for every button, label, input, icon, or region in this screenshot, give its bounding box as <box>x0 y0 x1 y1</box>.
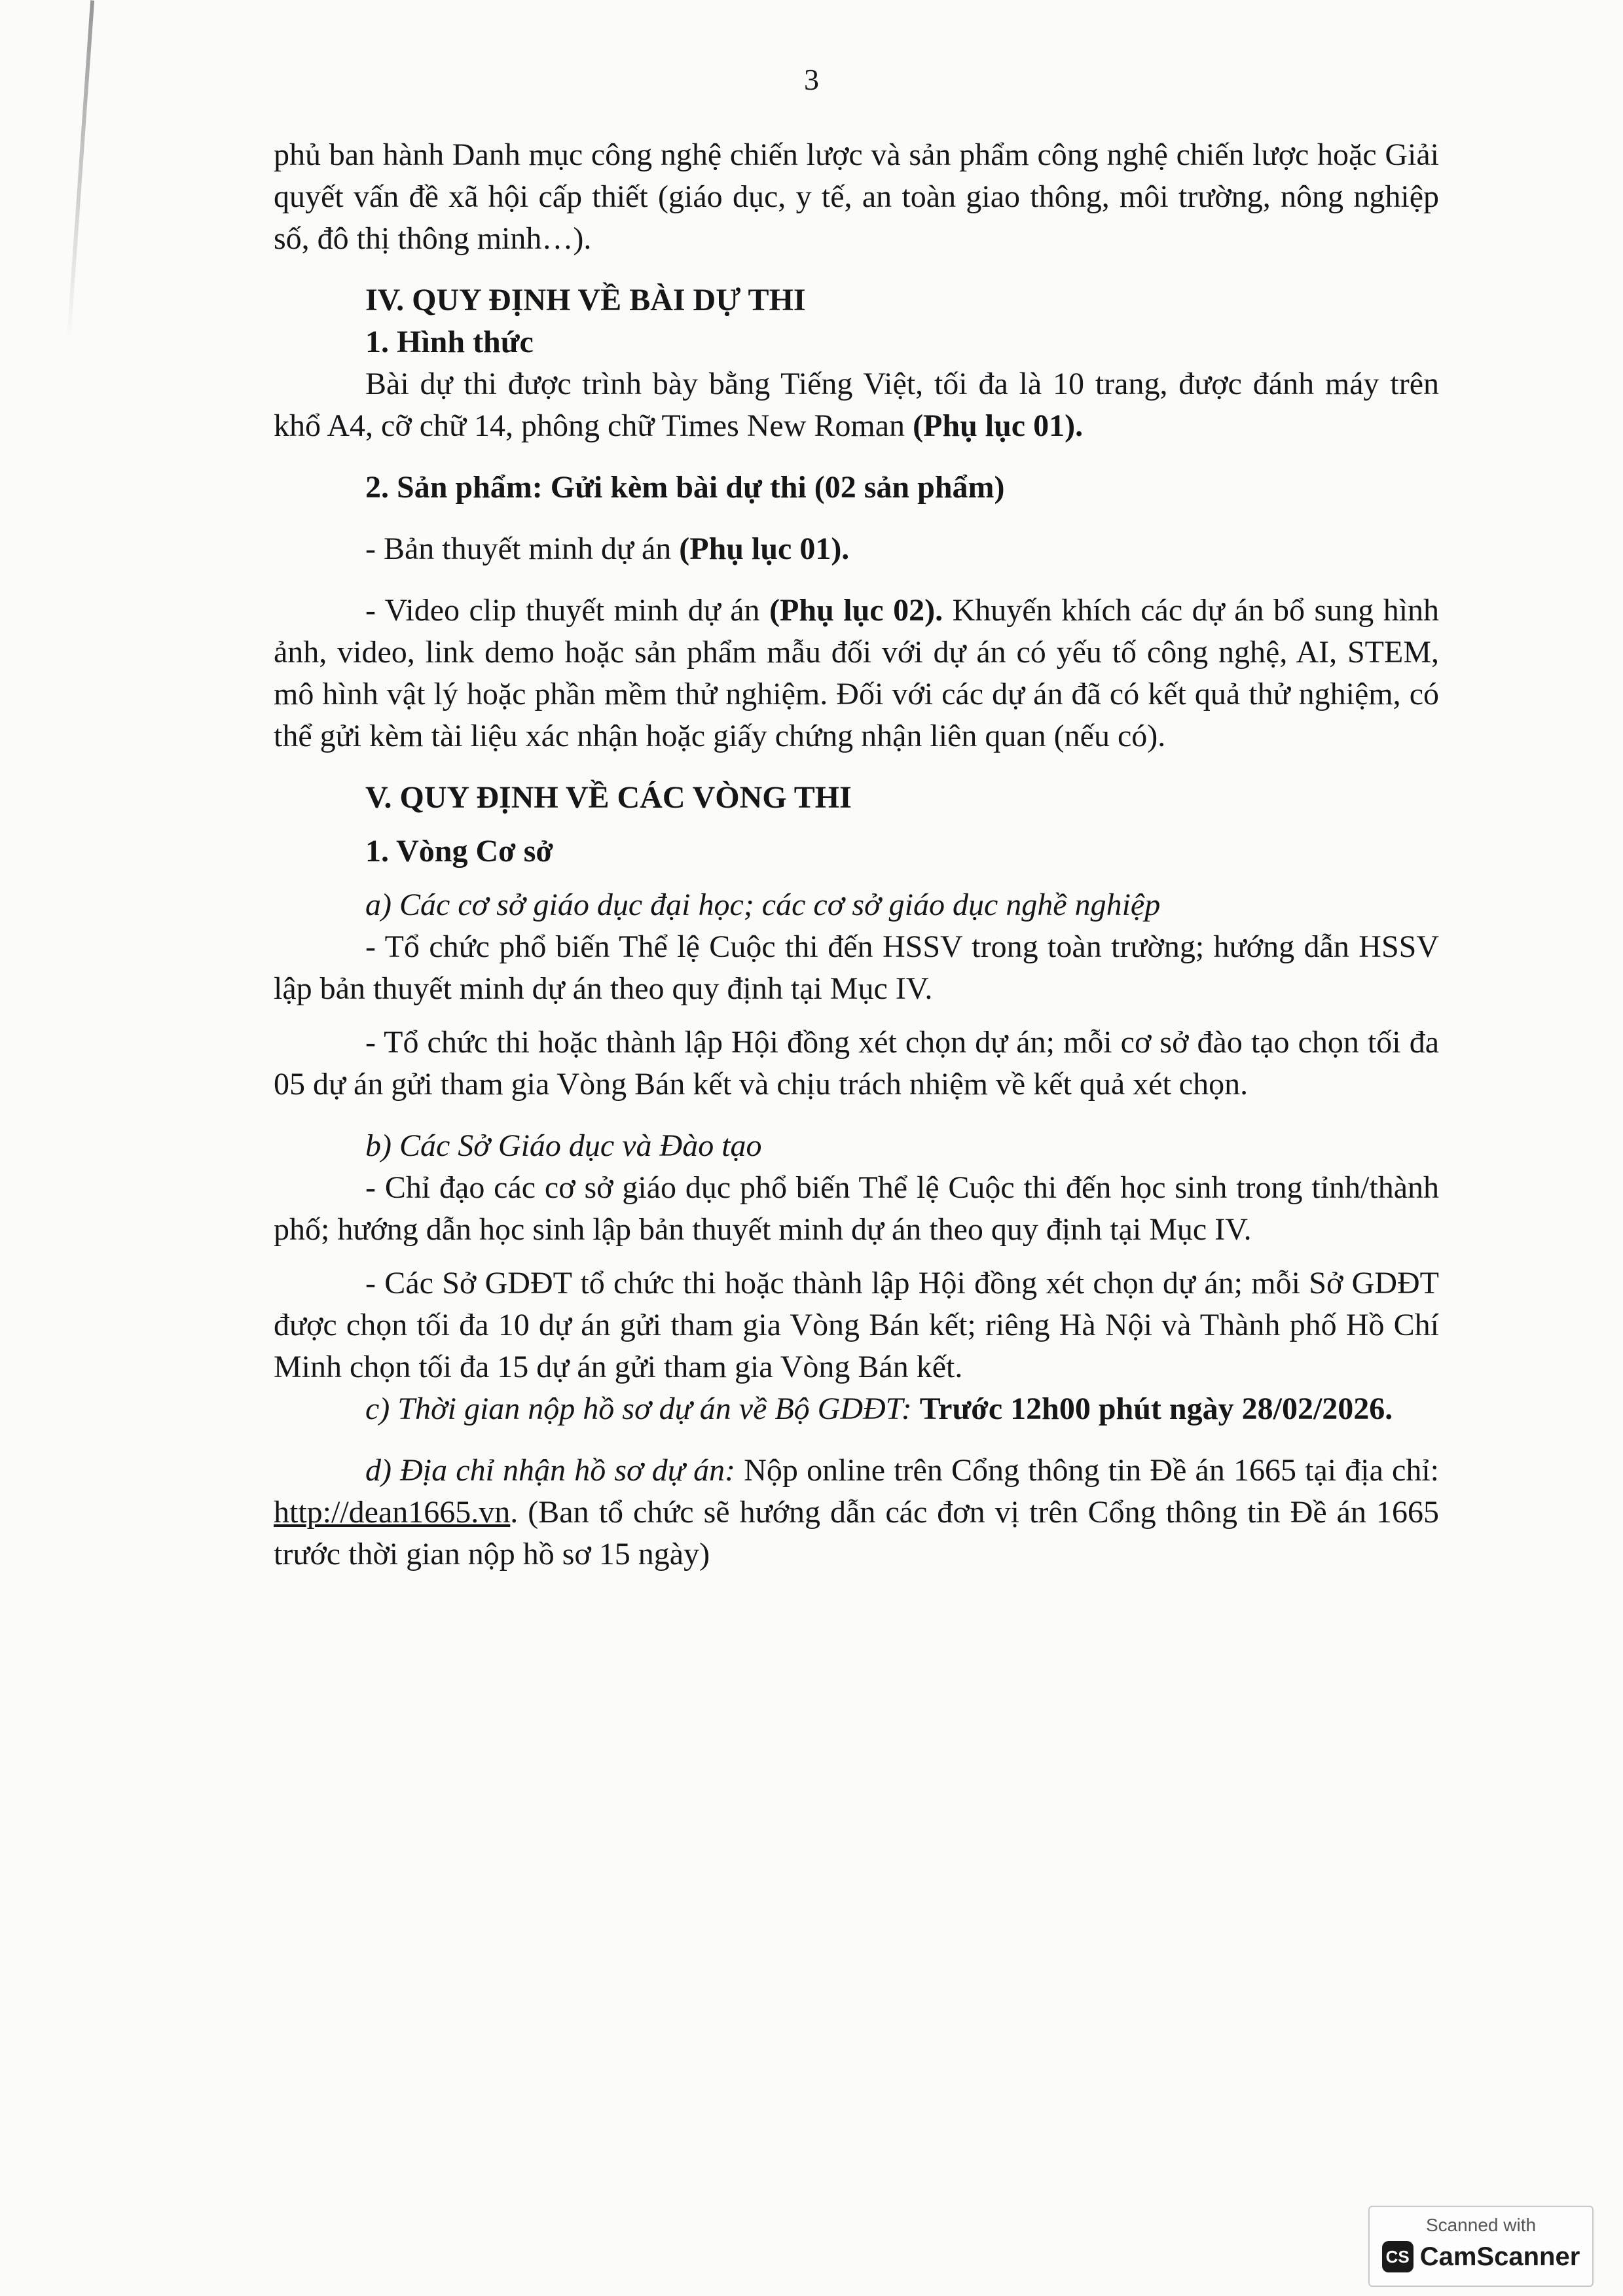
scan-edge-shadow <box>67 0 94 340</box>
subsection-san-pham: 2. Sản phẩm: Gửi kèm bài dự thi (02 sản phẩm) <box>365 470 1005 505</box>
hinh-thuc-paragraph: Bài dự thi được trình bày bằng Tiếng Việt, tối đa là 10 trang, được đánh máy trên khổ A4, cỡ chữ 14, phông chữ Times New Roman (Phụ lục 01). <box>274 367 1439 443</box>
sub-a-item-1: - Tổ chức phổ biến Thể lệ Cuộc thi đến HSSV trong toàn trường; hướng dẫn HSSV lập bản thuyết minh dự án theo quy định tại Mục IV. <box>274 929 1439 1006</box>
intro-paragraph: phủ ban hành Danh mục công nghệ chiến lược và sản phẩm công nghệ chiến lược hoặc Giải quyết vấn đề xã hội cấp thiết (giáo dục, y tế, an toàn giao thông, môi trường, nông nghiệp số, đô thị thông minh…). <box>274 137 1439 256</box>
sub-c-deadline: c) Thời gian nộp hồ sơ dự án về Bộ GDĐT: Trước 12h00 phút ngày 28/02/2026. <box>365 1391 1393 1426</box>
subsection-vong-co-so: 1. Vòng Cơ sở <box>365 834 553 869</box>
sub-b-item-2: - Các Sở GDĐT tổ chức thi hoặc thành lập Hội đồng xét chọn dự án; mỗi Sở GDĐT được chọn tối đa 10 dự án gửi tham gia Vòng Bán kết; riêng Hà Nội và Thành phố Hồ Chí Minh chọn tối đa 15 dự án gửi tham gia Vòng Bán kết. <box>274 1266 1439 1384</box>
watermark-brand: CamScanner <box>1419 2242 1580 2271</box>
section-5-heading: V. QUY ĐỊNH VỀ CÁC VÒNG THI <box>365 780 852 815</box>
product-item-1: - Bản thuyết minh dự án (Phụ lục 01). <box>365 531 850 566</box>
watermark-caption: Scanned with <box>1425 2215 1537 2235</box>
sub-b-item-1: - Chỉ đạo các cơ sở giáo dục phổ biến Thể lệ Cuộc thi đến học sinh trong tỉnh/thành phố; hướng dẫn học sinh lập bản thuyết minh dự án theo quy định tại Mục IV. <box>274 1170 1439 1247</box>
page-number: 3 <box>804 63 819 96</box>
appendix-ref: (Phụ lục 02). <box>769 593 943 628</box>
section-4-heading: IV. QUY ĐỊNH VỀ BÀI DỰ THI <box>365 283 806 317</box>
sub-b-heading: b) Các Sở Giáo dục và Đào tạo <box>365 1128 762 1163</box>
document-body <box>274 134 1439 1575</box>
product-item-2: - Video clip thuyết minh dự án (Phụ lục 02). Khuyến khích các dự án bổ sung hình ảnh, video, link demo hoặc sản phẩm mẫu đối với dự án có yếu tố công nghệ, AI, STEM, mô hình vật lý hoặc phần mềm thử nghiệm. Đối với các dự án đã có kết quả thử nghiệm, có thể gửi kèm tài liệu xác nhận hoặc giấy chứng nhận liên quan (nếu có). <box>274 593 1440 753</box>
sub-a-heading: a) Các cơ sở giáo dục đại học; các cơ sở giáo dục nghề nghiệp <box>365 888 1161 922</box>
dean1665-link[interactable]: http://dean1665.vn <box>274 1495 511 1530</box>
subsection-hinh-thuc: 1. Hình thức <box>365 325 534 359</box>
sub-d-address: d) Địa chỉ nhận hồ sơ dự án: Nộp online trên Cổng thông tin Đề án 1665 tại địa chỉ: http://dean1665.vn. (Ban tổ chức sẽ hướng dẫn các đơn vị trên Cổng thông tin Đề án 1665 trước thời gian nộp hồ sơ 15 ngày) <box>274 1453 1440 1571</box>
camscanner-logo-icon: CS <box>1382 2241 1413 2272</box>
appendix-ref: (Phụ lục 01). <box>913 408 1084 443</box>
appendix-ref: (Phụ lục 01). <box>679 531 850 566</box>
camscanner-watermark <box>1368 2206 1594 2287</box>
sub-a-item-2: - Tổ chức thi hoặc thành lập Hội đồng xét chọn dự án; mỗi cơ sở đào tạo chọn tối đa 05 dự án gửi tham gia Vòng Bán kết và chịu trách nhiệm về kết quả xét chọn. <box>274 1025 1439 1102</box>
